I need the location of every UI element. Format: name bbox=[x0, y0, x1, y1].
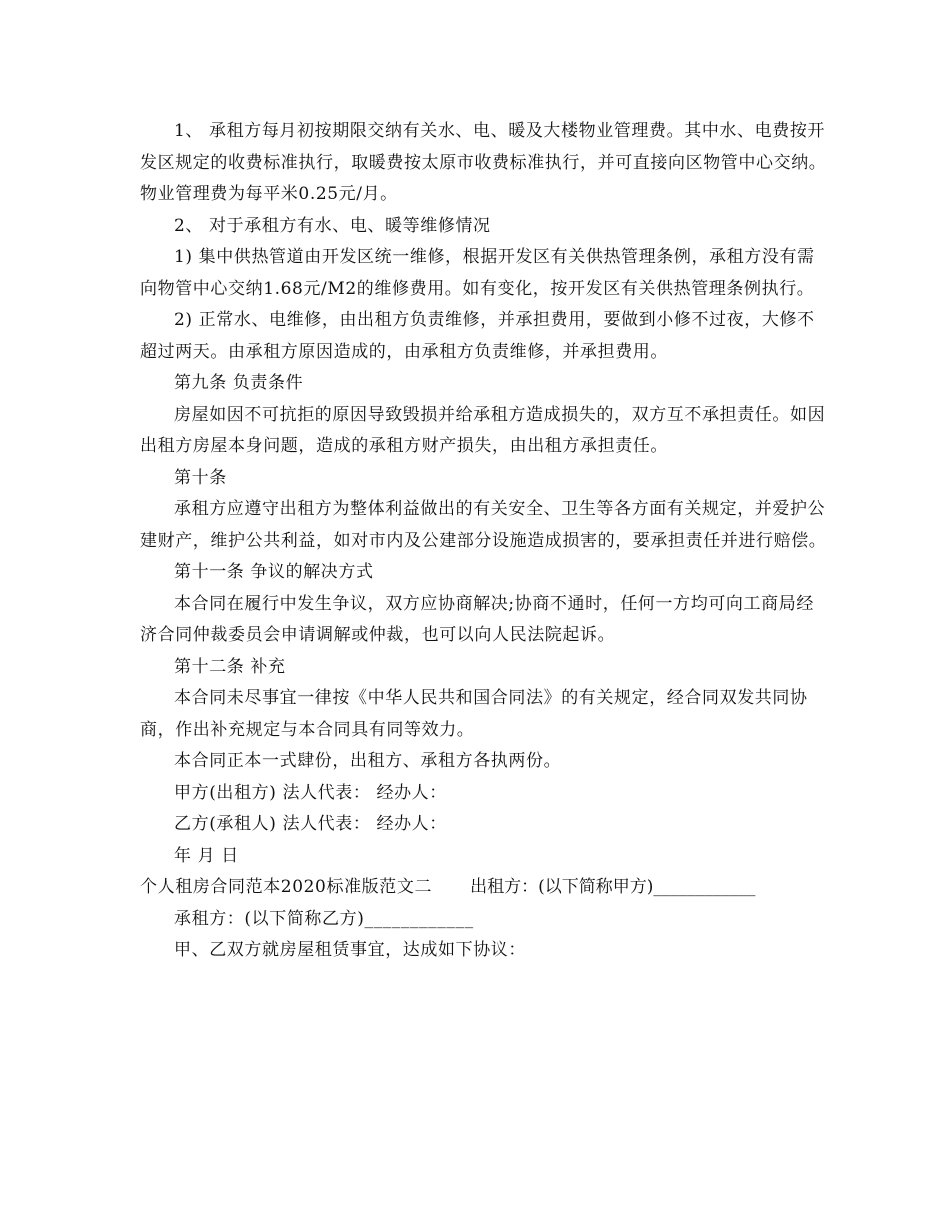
signature-party-b: 乙方(承租人) 法人代表： 经办人： bbox=[174, 814, 447, 834]
paragraph-regulations: 承租方应遵守出租方为整体利益做出的有关安全、卫生等各方面有关规定，并爱护公建财产，维护公共利益，如对市内及公建部分设施造成损害的，要承担责任并进行赔偿。 bbox=[140, 499, 827, 551]
paragraph-supplement: 本合同未尽事宜一律按《中华人民共和国合同法》的有关规定，经合同双发共同协商，作出补充规定与本合同具有同等效力。 bbox=[140, 688, 808, 740]
agreement-intro: 甲、乙双方就房屋租赁事宜，达成如下协议： bbox=[174, 940, 526, 960]
contract-title: 个人租房合同范本2020标准版范文二 bbox=[140, 877, 433, 897]
article-9-heading: 第九条 负责条件 bbox=[174, 373, 304, 393]
paragraph-dispute: 本合同在履行中发生争议，双方应协商解决;协商不通时，任何一方均可向工商局经济合同仲裁委员会申请调解或仲裁，也可以向人民法院起诉。 bbox=[140, 593, 814, 645]
lessee-line: 承租方：(以下简称乙方)____________ bbox=[174, 908, 474, 929]
contract-title-line bbox=[140, 872, 830, 904]
article-10-heading: 第十条 bbox=[174, 467, 227, 488]
paragraph-heating-maintenance: 1) 集中供热管道由开发区统一维修，根据开发区有关供热管理条例，承租方没有需向物管中心交纳1.68元/M2的维修费用。如有变化，按开发区有关供热管理条例执行。 bbox=[140, 247, 815, 299]
signature-party-a: 甲方(出租方) 法人代表： 经办人： bbox=[174, 782, 447, 803]
paragraph-copies: 本合同正本一式肆份，出租方、承租方各执两份。 bbox=[174, 751, 562, 771]
document-body bbox=[140, 116, 830, 967]
lessor-line: 出租方：(以下简称甲方)____________ bbox=[470, 877, 756, 897]
paragraph-liability: 房屋如因不可抗拒的原因导致毁损并给承租方造成损失的，双方互不承担责任。如因出租方房屋本身问题，造成的承租方财产损失，由出租方承担责任。 bbox=[140, 404, 826, 456]
paragraph-maintenance-heading: 2、 对于承租方有水、电、暖等维修情况 bbox=[174, 215, 491, 236]
signature-date: 年 月 日 bbox=[174, 845, 239, 866]
article-11-heading: 第十一条 争议的解决方式 bbox=[174, 562, 374, 582]
article-12-heading: 第十二条 补充 bbox=[174, 656, 286, 677]
paragraph-water-electric-maintenance: 2) 正常水、电维修，由出租方负责维修，并承担费用，要做到小修不过夜，大修不超过两天。由承租方原因造成的，由承租方负责维修，并承担费用。 bbox=[140, 310, 815, 362]
paragraph-fees: 1、 承租方每月初按期限交纳有关水、电、暖及大楼物业管理费。其中水、电费按开发区规定的收费标准执行，取暖费按太原市收费标准执行，并可直接向区物管中心交纳。 物业管理费为每平米0.25元/月。 bbox=[140, 121, 827, 204]
